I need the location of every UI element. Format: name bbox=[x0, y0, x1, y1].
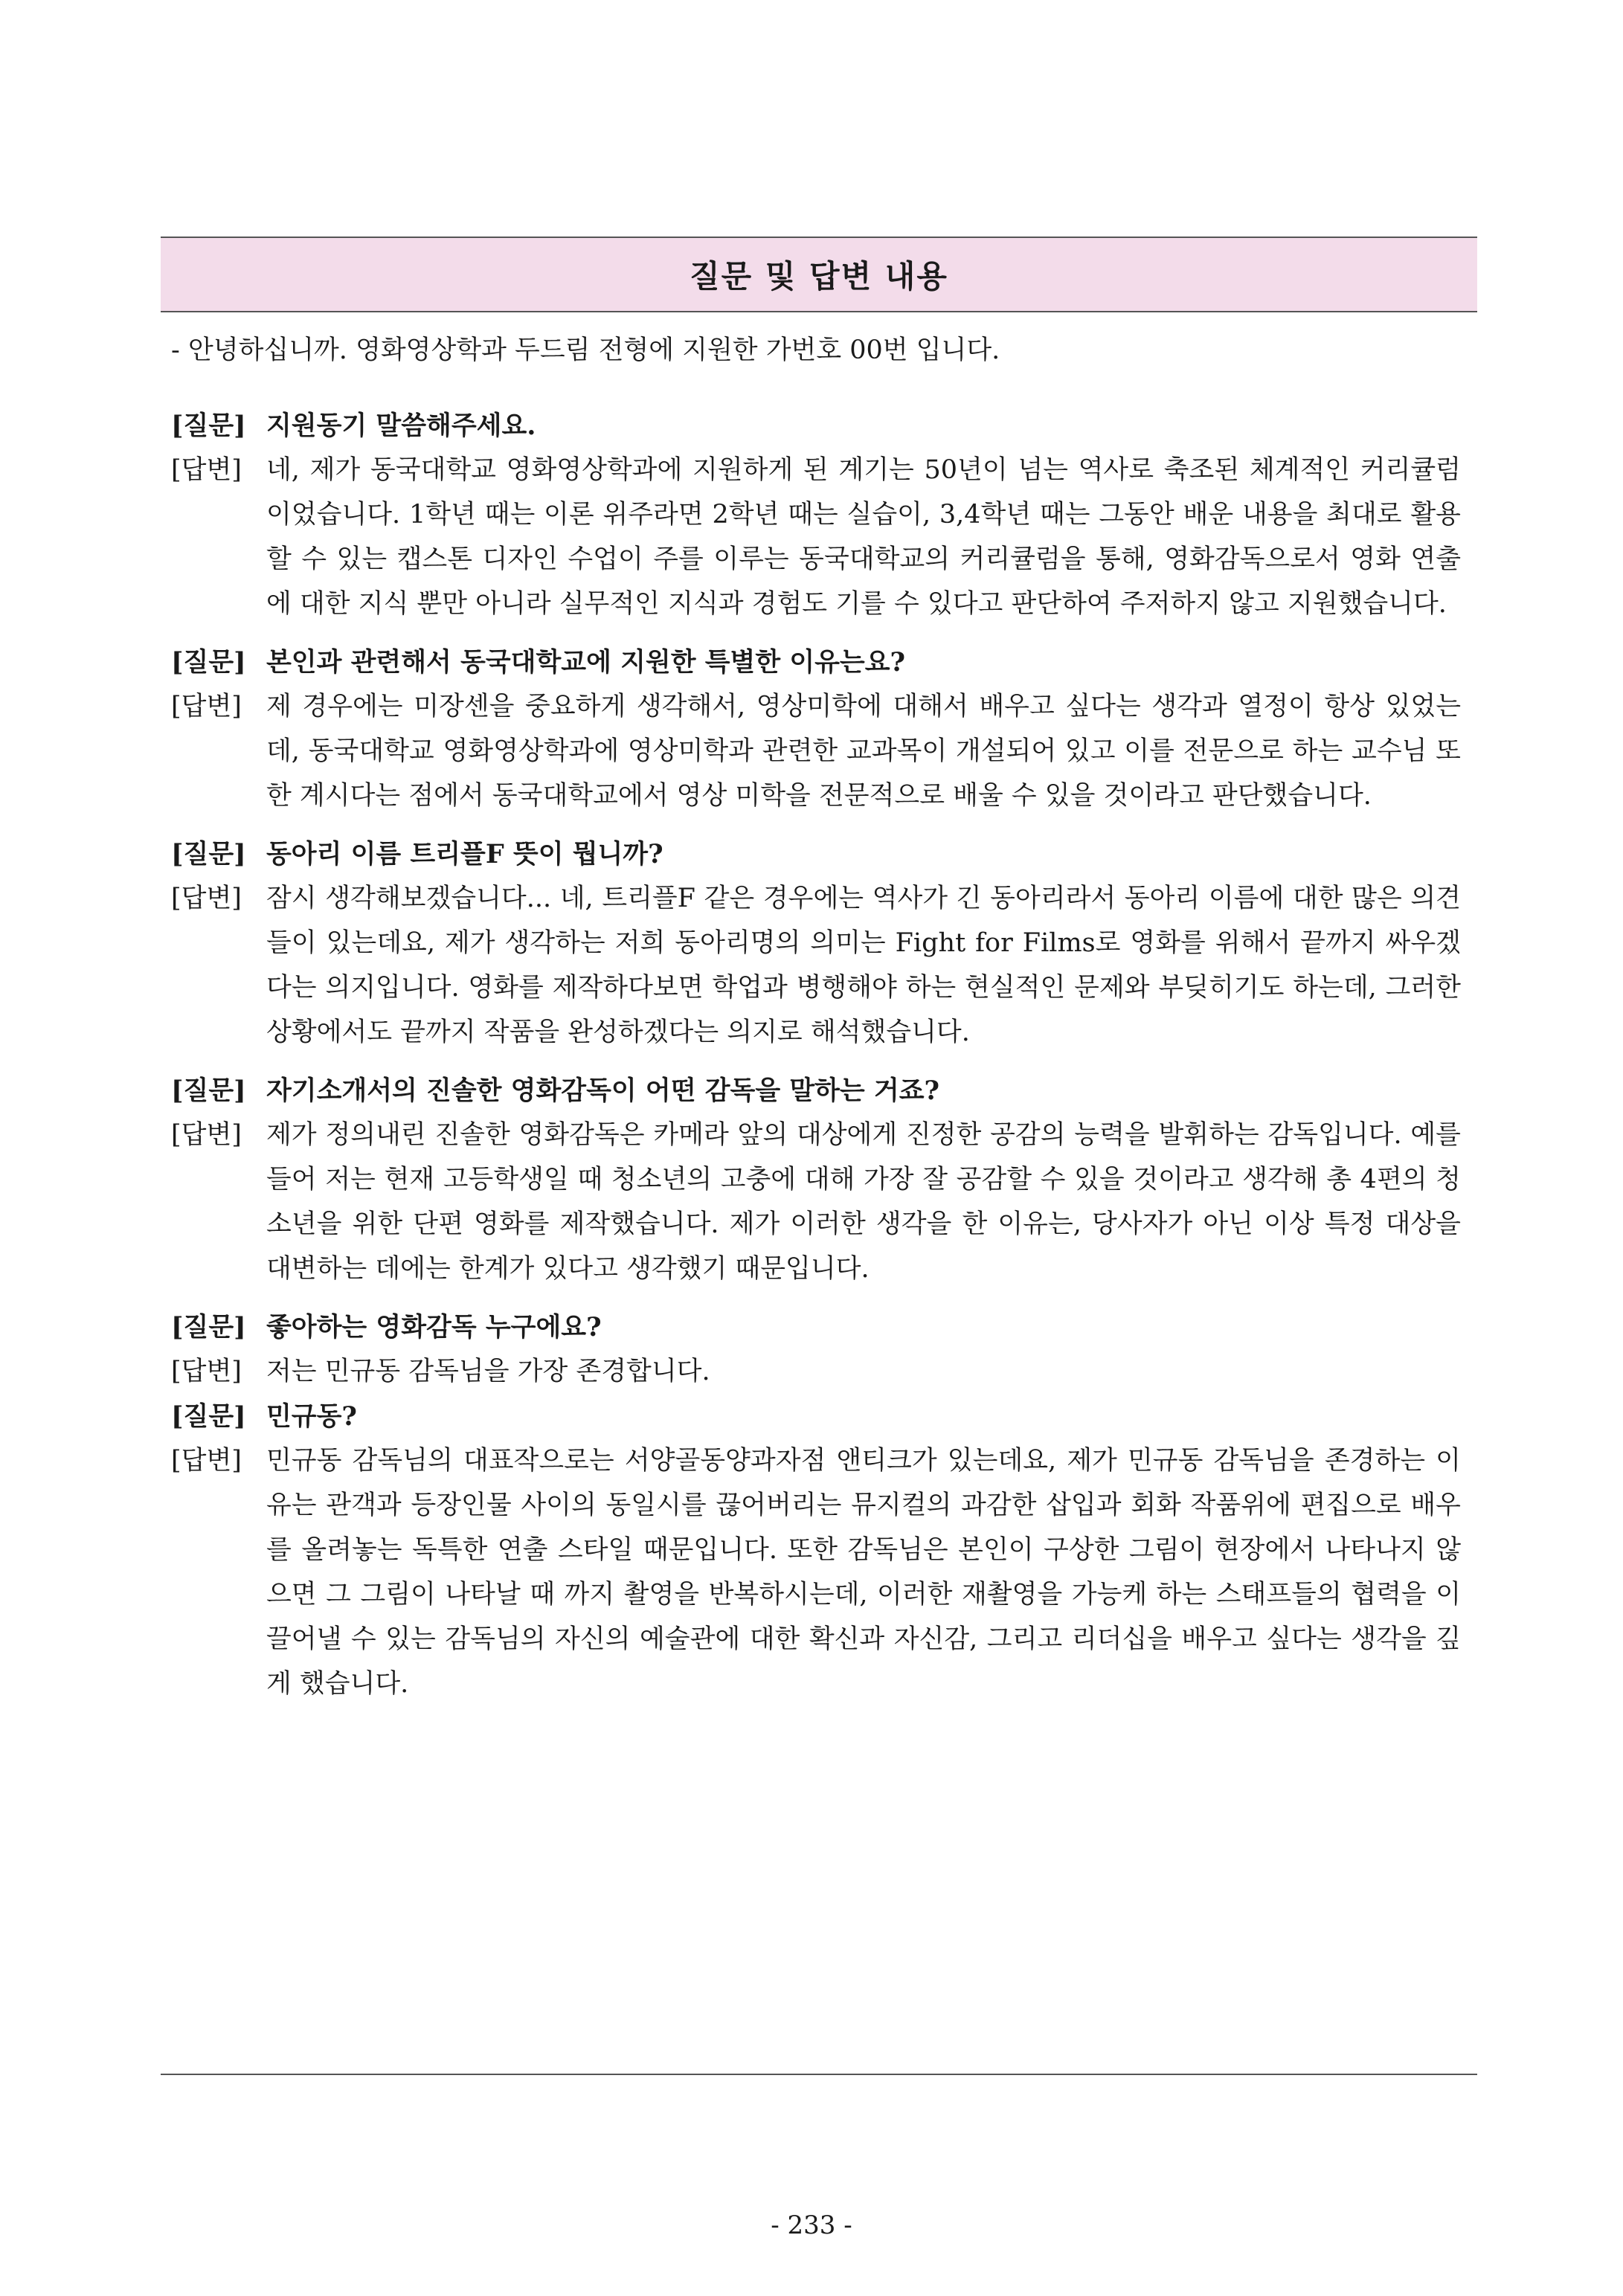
answer-tag: [답변] bbox=[171, 455, 242, 485]
page-title: 질문 및 답변 내용 bbox=[690, 258, 948, 295]
question-text: 자기소개서의 진솔한 영화감독이 어떤 감독을 말하는 거죠? bbox=[266, 1075, 940, 1106]
answer-text: 네, 제가 동국대학교 영화영상학과에 지원하게 된 계기는 50년이 넘는 역사로 축조된 체계적인 커리큘럼이었습니다. 1학년 때는 이론 위주라면 2학년 때는 실습이, 3,4학년 때는 그동안 배운 내용을 최대로 활용할 수 있는 캡스톤 디자인 수업이 주를 이루는 동국대학교의 커리큘럼을 통해, 영화감독으로서 영화 연출에 대한 지식 뿐만 아니라 실무적인 지식과 경험도 기를 수 있다고 판단하여 주저하지 않고 지원했습니다. bbox=[266, 455, 1461, 619]
question-text: 지원동기 말씀해주세요. bbox=[266, 411, 536, 441]
answer-line bbox=[171, 1113, 1467, 1291]
question-tag: [질문] bbox=[171, 1312, 246, 1342]
answer-line bbox=[171, 684, 1467, 818]
question-text: 민규동? bbox=[266, 1401, 357, 1432]
qa-item-2 bbox=[171, 641, 1467, 818]
question-text: 본인과 관련해서 동국대학교에 지원한 특별한 이유는요? bbox=[266, 647, 906, 678]
answer-text: 제 경우에는 미장센을 중요하게 생각해서, 영상미학에 대해서 배우고 싶다는 생각과 열정이 항상 있었는데, 동국대학교 영화영상학과에 영상미학과 관련한 교과목이 개설되어 있고 이를 전문으로 하는 교수님 또한 계시다는 점에서 동국대학교에서 영상 미학을 전문적으로 배울 수 있을 것이라고 판단했습니다. bbox=[266, 692, 1461, 811]
question-tag: [질문] bbox=[171, 411, 246, 441]
question-line bbox=[171, 1070, 1467, 1113]
question-line bbox=[171, 405, 1467, 448]
qa-item-4 bbox=[171, 1070, 1467, 1291]
answer-text: 잠시 생각해보겠습니다... 네, 트리플F 같은 경우에는 역사가 긴 동아리라서 동아리 이름에 대한 많은 의견들이 있는데요, 제가 생각하는 저희 동아리명의 의미는 Fight for Films로 영화를 위해서 끝까지 싸우겠다는 의지입니다. 영화를 제작하다보면 학업과 병행해야 하는 현실적인 문제와 부딪히기도 하는데, 그러한 상황에서도 끝까지 작품을 완성하겠다는 의지로 해석했습니다. bbox=[266, 884, 1461, 1047]
question-tag: [질문] bbox=[171, 1401, 246, 1432]
answer-line bbox=[171, 876, 1467, 1055]
question-line bbox=[171, 1395, 1467, 1438]
answer-line bbox=[171, 448, 1467, 626]
page-number: - 233 - bbox=[771, 2210, 852, 2240]
question-line bbox=[171, 641, 1467, 684]
answer-line bbox=[171, 1438, 1467, 1706]
qa-table bbox=[161, 237, 1477, 2075]
answer-tag: [답변] bbox=[171, 1446, 242, 1476]
question-line bbox=[171, 1306, 1467, 1349]
answer-text: 저는 민규동 감독님을 가장 존경합니다. bbox=[266, 1357, 710, 1386]
answer-text: 민규동 감독님의 대표작으로는 서양골동양과자점 앤티크가 있는데요, 제가 민규동 감독님을 존경하는 이유는 관객과 등장인물 사이의 동일시를 끊어버리는 뮤지컬의 과감한 삽입과 회화 작품위에 편집으로 배우를 올려놓는 독특한 연출 스타일 때문입니다. 또한 감독님은 본인이 구상한 그림이 현장에서 나타나지 않으면 그 그림이 나타날 때 까지 촬영을 반복하시는데, 이러한 재촬영을 가능케 하는 스태프들의 협력을 이끌어낼 수 있는 감독님의 자신의 예술관에 대한 확신과 자신감, 그리고 리더십을 배우고 싶다는 생각을 깊게 했습니다. bbox=[266, 1446, 1461, 1699]
question-text: 좋아하는 영화감독 누구에요? bbox=[266, 1312, 602, 1342]
question-tag: [질문] bbox=[171, 647, 246, 678]
qa-item-5 bbox=[171, 1306, 1467, 1394]
title-bar bbox=[161, 238, 1477, 312]
qa-item-6 bbox=[171, 1395, 1467, 1706]
answer-tag: [답변] bbox=[171, 884, 242, 913]
answer-text: 제가 정의내린 진솔한 영화감독은 카메라 앞의 대상에게 진정한 공감의 능력을 발휘하는 감독입니다. 예를 들어 저는 현재 고등학생일 때 청소년의 고충에 대해 가장 잘 공감할 수 있을 것이라고 생각해 총 4편의 청소년을 위한 단편 영화를 제작했습니다. 제가 이러한 생각을 한 이유는, 당사자가 아닌 이상 특정 대상을 대변하는 데에는 한계가 있다고 생각했기 때문입니다. bbox=[266, 1120, 1461, 1284]
intro-text: - 안녕하십니까. 영화영상학과 두드림 전형에 지원한 가번호 00번 입니다. bbox=[171, 335, 1000, 365]
answer-line bbox=[171, 1349, 1467, 1394]
qa-item-3 bbox=[171, 833, 1467, 1055]
question-tag: [질문] bbox=[171, 839, 246, 869]
answer-tag: [답변] bbox=[171, 1120, 242, 1150]
answer-tag: [답변] bbox=[171, 1357, 242, 1386]
question-tag: [질문] bbox=[171, 1075, 246, 1106]
answer-tag: [답변] bbox=[171, 692, 242, 721]
qa-content bbox=[161, 312, 1477, 1706]
question-line bbox=[171, 833, 1467, 876]
qa-item-1 bbox=[171, 405, 1467, 626]
question-text: 동아리 이름 트리플F 뜻이 뭡니까? bbox=[266, 839, 663, 869]
